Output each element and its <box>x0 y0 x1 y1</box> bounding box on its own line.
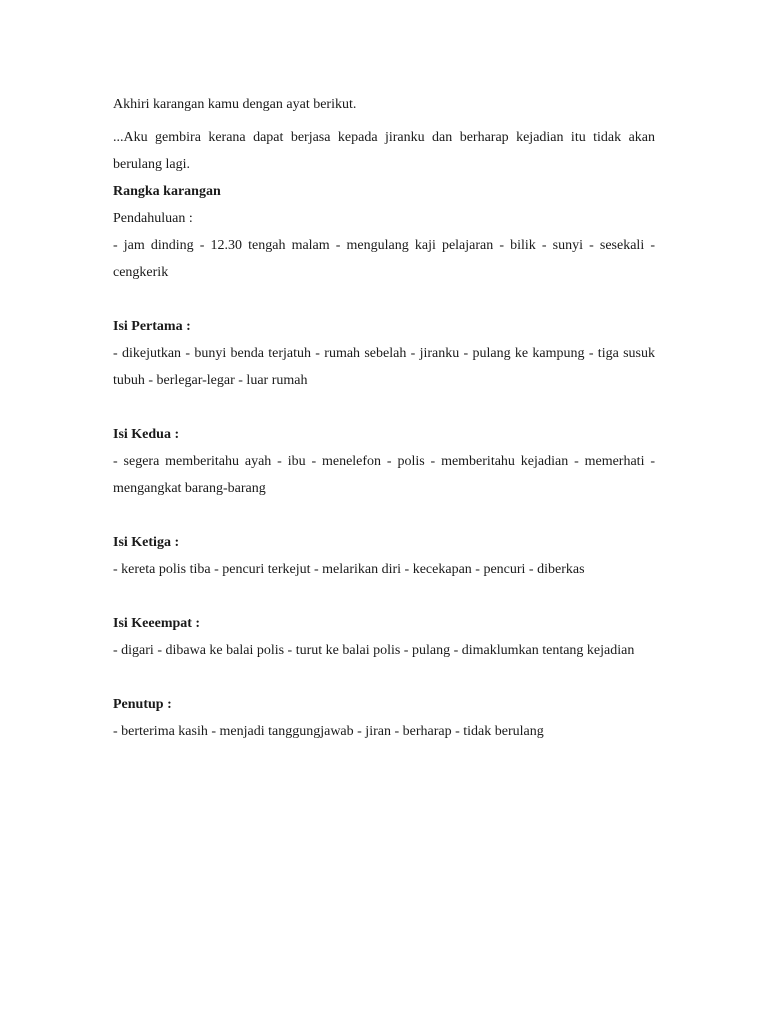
section-heading-isi-ketiga: Isi Ketiga : <box>113 535 180 550</box>
section-text-isi-ketiga: - kereta polis tiba - pencuri terkejut - melarikan diri - kecekapan - pencuri - diberkas <box>113 562 585 577</box>
section-isi-keempat <box>113 610 655 664</box>
section-heading-isi-pertama: Isi Pertama : <box>113 319 191 334</box>
section-heading-isi-keempat: Isi Keeempat : <box>113 616 201 631</box>
section-isi-ketiga <box>113 529 655 583</box>
section-text-isi-keempat: - digari - dibawa ke balai polis - turut ke balai polis - pulang - dimaklumkan tentang kejadian <box>113 643 635 658</box>
document-page <box>113 91 655 745</box>
section-text-isi-pertama: - dikejutkan - bunyi benda terjatuh - rumah sebelah - jiranku - pulang ke kampung - tiga susuk tubuh - berlegar-legar - luar rumah <box>113 346 655 388</box>
ending-sentence: ...Aku gembira kerana dapat berjasa kepada jiranku dan berharap kejadian itu tidak akan berulang lagi. <box>113 130 655 172</box>
section-pendahuluan <box>113 205 655 286</box>
section-heading-pendahuluan: Pendahuluan : <box>113 211 193 226</box>
section-heading-penutup: Penutup : <box>113 697 172 712</box>
section-isi-kedua <box>113 421 655 502</box>
section-penutup <box>113 691 655 745</box>
outline-title: Rangka karangan <box>113 184 221 199</box>
section-text-isi-kedua: - segera memberitahu ayah - ibu - menelefon - polis - memberitahu kejadian - memerhati - mengangkat barang-barang <box>113 454 655 496</box>
instruction-text: Akhiri karangan kamu dengan ayat berikut. <box>113 97 357 112</box>
section-heading-isi-kedua: Isi Kedua : <box>113 427 180 442</box>
section-isi-pertama <box>113 313 655 394</box>
section-text-penutup: - berterima kasih - menjadi tanggungjawab - jiran - berharap - tidak berulang <box>113 724 544 739</box>
section-text-pendahuluan: - jam dinding - 12.30 tengah malam - mengulang kaji pelajaran - bilik - sunyi - sesekali - cengkerik <box>113 238 655 280</box>
